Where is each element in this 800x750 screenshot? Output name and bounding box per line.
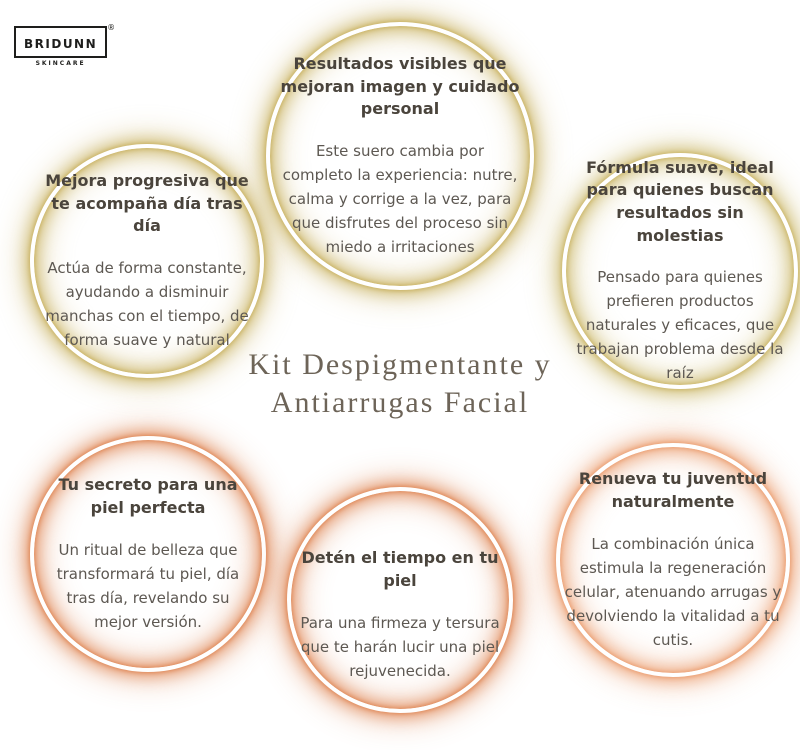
- feature-heading: Tu secreto para una piel perfecta: [58, 475, 238, 517]
- feature-body: Este suero cambia por completo la experiencia: nutre, calma y corrige a la vez, para que disfrutes del proceso sin miedo a irritaciones: [282, 142, 518, 257]
- feature-circle-top-center: [266, 22, 534, 290]
- feature-body: La combinación única estimula la regeneración celular, atenuando arrugas y devolviendo la vitalidad a tu cutis.: [564, 534, 782, 649]
- feature-circle-bottom-center: [287, 487, 513, 713]
- feature-heading: Detén el tiempo en tu piel: [301, 548, 499, 590]
- feature-heading: Renueva tu juventud naturalmente: [578, 469, 768, 511]
- feature-heading: Fórmula suave, ideal para quienes buscan resultados sin molestias: [586, 157, 774, 245]
- page-title-line-1: Kit Despigmentante y: [248, 348, 552, 381]
- feature-heading: Mejora progresiva que te acompaña día tras día: [45, 170, 249, 236]
- feature-body: Un ritual de belleza que transformará tu piel, día tras día, revelando su mejor versión.: [56, 540, 240, 631]
- feature-content: [41, 170, 253, 352]
- feature-body: Actúa de forma constante, ayudando a disminuir manchas con el tiempo, de forma suave y natural: [45, 259, 249, 350]
- feature-circle-top-left: [30, 144, 264, 378]
- feature-content: [574, 157, 786, 386]
- brand-name: BRIDUNN: [24, 37, 98, 51]
- feature-content: [44, 474, 252, 633]
- brand-logo-box: [14, 23, 116, 58]
- brand-logo: [14, 23, 116, 67]
- feature-circle-top-right: [562, 153, 798, 389]
- feature-content: [291, 547, 509, 682]
- feature-circle-bottom-left: [30, 436, 266, 672]
- feature-content: [561, 468, 785, 651]
- page-title-line-2: Antiarrugas Facial: [270, 385, 530, 419]
- registered-mark-icon: ®: [107, 23, 116, 32]
- feature-circle-bottom-right: [556, 443, 790, 677]
- feature-body: Pensado para quienes prefieren productos naturales y eficaces, que trabajan problema desde la raíz: [576, 268, 784, 383]
- brand-tagline: SKINCARE: [35, 60, 86, 67]
- feature-body: Para una firmeza y tersura que te harán lucir una piel rejuvenecida.: [300, 613, 500, 680]
- feature-heading: Resultados visibles que mejoran imagen y cuidado personal: [280, 53, 520, 119]
- feature-content: [280, 53, 520, 259]
